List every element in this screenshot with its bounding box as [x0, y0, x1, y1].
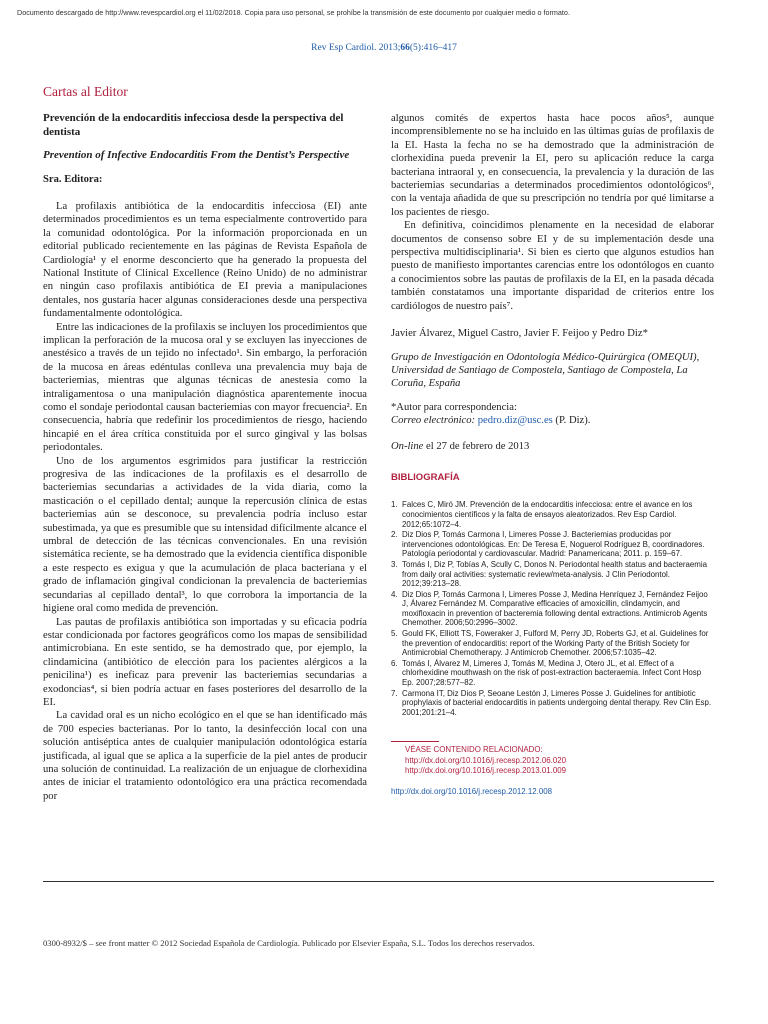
online-date [391, 440, 714, 453]
related-content [391, 741, 714, 776]
journal-ref-pages: :416–417 [420, 43, 457, 53]
left-column [43, 112, 367, 803]
reference-number: 1. [391, 500, 398, 510]
copyright-footer: 0300-8932/$ – see front matter © 2012 Sociedad Española de Cardiología. Publicado por Elsevier España, S.L. Todos los derechos reservados. [43, 938, 535, 948]
journal-ref-volume: 66 [400, 43, 410, 53]
journal-ref-prefix: Rev Esp Cardiol. 2013; [311, 43, 401, 53]
doi-link[interactable]: http://dx.doi.org/10.1016/j.recesp.2012.12.008 [391, 786, 552, 796]
reference-text: Carmona IT, Diz Dios P, Seoane Lestón J, Limeres Posse J. Guidelines for antibiotic prophylaxis of bacterial endocarditis in patients undergoing dental therapy. Rev Clin Esp. 2001;201:21–4. [402, 688, 712, 717]
body-paragraph: Las pautas de profilaxis antibiótica son importadas y su eficacia podría estar condicionada por factores geográficos como los mapas de sensibilidad antimicrobiana. En este sentido, se ha demostrado que, por ejemplo, la clindamicina (antibiótico de elección para los pacientes alérgicos a la penicilina¹) es ineficaz para prevenir las bacteriemias secundarias a exodoncias⁴, si bien podría actuar en fases posteriores del desarrollo de la EI. [43, 616, 367, 708]
email-label: Correo electrónico: [391, 415, 476, 427]
reference-text: Tomás I, Álvarez M, Limeres J, Tomás M, Medina J, Otero JL, et al. Effect of a chlorhexidine mouthwash on the risk of post-extraction bacteraemia. Infect Cont Hosp Ep. 2007;28:577–82. [402, 658, 702, 688]
reference-number: 6. [391, 658, 398, 668]
reference-number: 5. [391, 629, 398, 639]
reference-text: Diz Dios P, Tomás Carmona I, Limeres Posse J. Bacteriemias producidas por intervenciones odontológicas. En: De Teresa E, Noguerol Rodríguez B, coordinadores. Patología periodontal y cardiovascular. Madrid: Panamericana; 2011. p. 159–67. [402, 530, 705, 559]
reference-item [391, 530, 714, 559]
reference-number: 7. [391, 688, 398, 698]
related-content-rule [391, 741, 439, 742]
reference-number: 3. [391, 559, 398, 569]
download-notice: Documento descargado de http://www.revespcardiol.org el 11/02/2018. Copia para uso personal, se prohíbe la transmisión de este documento por cualquier medio o formato. [17, 8, 570, 17]
reference-item [391, 689, 714, 718]
body-paragraph: Entre las indicaciones de la profilaxis se incluyen los procedimientos que implican la perforación de la mucosa oral y se excluyen las inyecciones de anestésico a través de un tejido no infectado¹. Sin embargo, la perforación de la mucosa en áreas edéntulas conlleva una prevalencia muy baja de bacteriemias, mientras que algunas técnicas de anestesia como la intraligamentosa o una manipulación diagnóstica aparentemente inocua como el sondaje periodontal causan bacteriemias con mayor frecuencia². En consecuencia, habría que redefinir los procedimientos de riesgo, haciendo hincapié en el área crítica constituida por el surco gingival y las bolsas periodontales. [43, 321, 367, 454]
section-label: Cartas al Editor [43, 84, 128, 99]
reference-text: Falces C, Miró JM. Prevención de la endocarditis infecciosa: entre el avance en los conocimientos científicos y la falta de ensayos aleatorizados. Rev Esp Cardiol. 2012;65:1072–4. [402, 500, 693, 529]
bibliography-heading: BIBLIOGRAFÍA [391, 471, 460, 483]
related-link[interactable]: http://dx.doi.org/10.1016/j.recesp.2012.06.020 [405, 755, 566, 765]
journal-reference[interactable] [0, 43, 768, 53]
reference-number: 2. [391, 530, 398, 540]
reference-item [391, 500, 714, 529]
reference-text: Tomás I, Diz P, Tobías A, Scully C, Donos N. Periodontal health status and bacteraemia from daily oral activities: systematic review/meta-analysis. J Clin Periodontol. 2012;39:213–28. [402, 559, 707, 589]
body-paragraph: Uno de los argumentos esgrimidos para justificar la restricción progresiva de las indicaciones de la profilaxis es el desarrollo de bacteriemias secundarias a actividades de la vida diaria, como la masticación o el cepillado dental; aunque la repercusión clínica de estas bacteriemias aún se desconoce, su prevalencia podría incluso estar subestimada, ya que es presumible que su intensidad difícilmente alcance el umbral de detección de las técnicas convencionales. En una revisión sistemática reciente, se ha demostrado que la evidencia científica disponible a este respecto es exigua y que la acumulación de placa bacteriana y el grado de inflamación gingival condicionan la prevalencia de bacteriemias secundarias al cepillado dental³, lo que corrobora la importancia de la higiene oral como medida de prevención. [43, 455, 367, 615]
email-line [391, 414, 714, 427]
authors: Javier Álvarez, Miguel Castro, Javier F. Feijoo y Pedro Diz* [391, 328, 648, 340]
reference-number: 4. [391, 589, 398, 599]
correspondence-label: *Autor para correspondencia: [391, 401, 517, 413]
journal-ref-issue: (5) [409, 43, 421, 53]
related-content-heading: VÉASE CONTENIDO RELACIONADO: [405, 745, 543, 755]
online-label: On-line [391, 440, 424, 452]
footer-divider [43, 881, 714, 882]
reference-text: Gould FK, Elliott TS, Foweraker J, Fulford M, Perry JD, Roberts GJ, et al. Guidelines for the prevention of endocarditis: report of the Working Party of the British Society for Antimicrobial Chemotherapy. J Antimicrob Chemother. 2006;57:1035–42. [402, 629, 709, 658]
reference-list [391, 500, 714, 717]
article-subtitle: Prevention of Infective Endocarditis From the Dentist’s Perspective [43, 149, 350, 161]
correspondence [391, 401, 714, 428]
body-paragraph: En definitiva, coincidimos plenamente en la necesidad de elaborar documentos de consenso sobre EI y de su implementación desde una perspectiva multidisciplinaria¹. Si bien es cierto que algunos estudios han puesto de manifiesto importantes carencias entre los odontólogos en cuanto a conocimientos sobre las pautas de profilaxis de la EI, en la pasada década también constatamos una importante disparidad de criterios entre los cardiólogos de nuestro país⁷. [391, 220, 714, 312]
article-title: Prevención de la endocarditis infecciosa desde la perspectiva del dentista [43, 112, 344, 138]
email-link[interactable]: pedro.diz@usc.es [477, 415, 553, 427]
reference-item [391, 629, 714, 658]
reference-item [391, 659, 714, 688]
related-link[interactable]: http://dx.doi.org/10.1016/j.recesp.2013.01.009 [405, 766, 566, 776]
online-date-value: el 27 de febrero de 2013 [426, 440, 530, 452]
body-paragraph: algunos comités de expertos hasta hace pocos años⁵, aunque incomprensiblemente no se ha incluido en las últimas guías de profilaxis de la EI. Hasta la fecha no se ha demostrado que la administración de clorhexidina pueda prevenir la EI, pero su aplicación reduce la carga bacteriana intraoral y, en consecuencia, la prevalencia y la duración de las bacteriemias secundarias a determinados procedimientos odontológicos⁶, con la ventaja añadida de que su prescripción no tendría por qué limitarse a los pacientes de riesgo. [391, 113, 714, 218]
body-paragraph: La profilaxis antibiótica de la endocarditis infecciosa (EI) ante determinados procedimientos es un tema especialmente controvertido para la comunidad odontológica. Por la información proporcionada en un editorial publicado recientemente en las páginas de Revista Española de Cardiología¹ y el enorme desconcierto que ha generado la propuesta del National Institute of Clinical Excellence (Reino Unido) de no administrar en ningún caso profilaxis antibiótica de EI previa a manipulaciones dentales, nos gustaría hacer algunas consideraciones desde una perspectiva fundamentalmente odontológica. [43, 200, 367, 320]
email-suffix: (P. Diz). [555, 415, 591, 427]
salutation: Sra. Editora: [43, 173, 103, 185]
reference-item [391, 590, 714, 628]
right-column [391, 112, 714, 798]
body-paragraph: La cavidad oral es un nicho ecológico en el que se han identificado más de 700 especies bacterianas. Por lo tanto, la desinfección local con una solución antiséptica antes de cualquier manipulación odontológica estaría justificada, al igual que se aplica a la superficie de la piel antes de producir una solución de continuidad. La realización de un enjuague de clorhexidina antes de iniciar el tratamiento odontológico era una práctica recomendada por [43, 710, 367, 802]
reference-item [391, 560, 714, 589]
affiliation: Grupo de Investigación en Odontología Médico-Quirúrgica (OMEQUI), Universidad de Santiago de Compostela, Santiago de Compostela, La Coruña, España [391, 351, 700, 390]
reference-text: Diz Dios P, Tomás Carmona I, Limeres Posse J, Medina Henríquez J, Fernández Feijoo J, Álvarez Fernández M. Comparative efficacies of amoxicillin, clindamycin, and moxifloxacin in prevention of bacteremia following dental extractions. Antimicrob Agents Chemother. 2006;50:2996–3002. [402, 589, 708, 628]
